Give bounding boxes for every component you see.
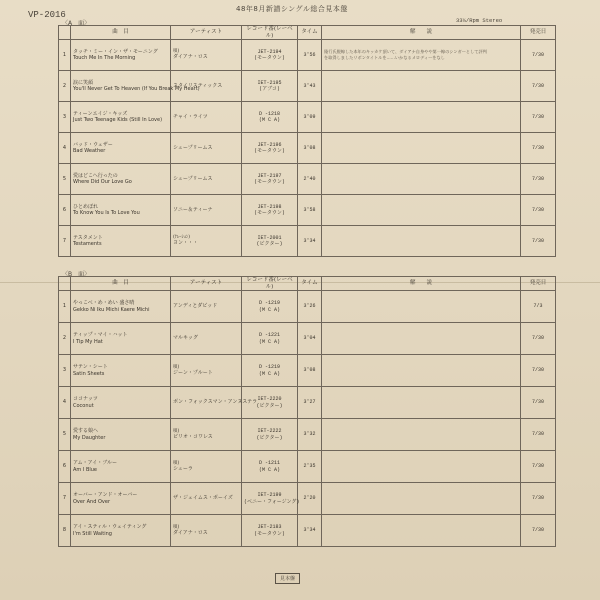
release-date: 7/30 [521, 323, 556, 355]
artist-name: ザ・ジェイムス・ボーイズ [173, 495, 233, 502]
record-number: D -1211 [258, 460, 280, 466]
artist-lead: 唄) [173, 428, 180, 434]
header-desc: 解 説 [322, 26, 521, 40]
table-row [59, 419, 556, 451]
artist-lead: 唄) [173, 49, 180, 55]
table-row [59, 515, 556, 547]
release-date: 7/30 [521, 419, 556, 451]
track-time: 3'26 [298, 291, 322, 323]
record-number: JET-2194 [257, 48, 282, 55]
release-date: 7/30 [521, 71, 556, 102]
release-date: 7/3 [521, 291, 556, 323]
record-cell [242, 451, 298, 483]
track-time: 3'09 [298, 102, 322, 133]
table-header-row [59, 26, 556, 40]
artist-name: ジーン・プルート [173, 369, 213, 376]
release-date: 7/30 [521, 515, 556, 547]
artist-name: シュープリームス [173, 144, 213, 151]
song-title [71, 133, 171, 164]
record-cell [242, 164, 298, 195]
artist-name: アンディとダビッド [173, 303, 218, 310]
record-cell [242, 195, 298, 226]
artist-lead: 唄) [173, 460, 180, 466]
track-time: 3'08 [298, 355, 322, 387]
table-row [59, 195, 556, 226]
row-number: 3 [59, 355, 71, 387]
side-a-label: 〈A 面〉 [62, 20, 91, 27]
artist-cell [171, 419, 242, 451]
track-time: 3'04 [298, 323, 322, 355]
table-row [59, 226, 556, 257]
song-title-en: To Know You Is To Love You [73, 210, 140, 216]
record-cell [242, 291, 298, 323]
row-number: 6 [59, 195, 71, 226]
release-date: 7/30 [521, 102, 556, 133]
artist-name: チャイ・ライツ [173, 113, 208, 120]
table-row [59, 323, 556, 355]
header-title: 曲 目 [71, 26, 171, 40]
row-number: 3 [59, 102, 71, 133]
record-number: IET-2001 [257, 234, 282, 241]
side-a-rows [59, 40, 556, 257]
side-b-label: 〈B 面〉 [62, 271, 91, 278]
description-cell [322, 226, 521, 257]
track-time: 3'56 [298, 40, 322, 71]
row-number: 2 [59, 323, 71, 355]
song-title [71, 323, 171, 355]
artist-name: マルキッグ [173, 335, 198, 342]
description-cell [322, 164, 521, 195]
artist-cell [171, 102, 242, 133]
record-number: IET-2222 [257, 428, 282, 434]
side-b-table [58, 276, 556, 547]
record-number: D -1219 [258, 364, 280, 370]
song-title-en: Just Two Teenage Kids (Still In Love) [73, 117, 163, 123]
artist-cell [171, 387, 258, 419]
release-date: 7/30 [521, 40, 556, 71]
artist-cell [171, 483, 242, 515]
song-title [71, 226, 171, 257]
document-title: 48年8月新譜シングル総合見本盤 [236, 5, 348, 13]
header-record: レコード番(レーベル) [242, 277, 298, 291]
song-title-jp: ティップ・マイ・ハット [73, 332, 128, 338]
record-number: JET-2197 [257, 172, 282, 179]
song-title-jp: やっこべ・め・めい 盛さ晴 [73, 300, 135, 306]
header-release: 発売日 [521, 277, 556, 291]
track-time: 3'08 [298, 133, 322, 164]
header-title: 曲 目 [71, 277, 171, 291]
song-title-en: Bad Weather [73, 148, 106, 154]
record-label: (M C A) [258, 466, 280, 473]
song-title [71, 387, 171, 419]
record-number: JET-2183 [257, 524, 282, 530]
track-time: 3'34 [298, 226, 322, 257]
song-title-jp: タッチ・ミー・イン・ザ・モーニング [73, 48, 158, 55]
side-b-rows [59, 291, 556, 547]
song-title-en: Gekko Ni Iku Michi Kaere Michi [73, 306, 150, 313]
table-row [59, 40, 556, 71]
release-date: 7/30 [521, 164, 556, 195]
record-number: D -1221 [258, 332, 280, 338]
row-number: 5 [59, 164, 71, 195]
song-title-jp: ティーンエイジ・キッズ [73, 110, 128, 117]
song-title [71, 291, 171, 323]
record-cell [242, 133, 298, 164]
song-title [71, 483, 171, 515]
catalog-number: VP-2016 [28, 10, 66, 20]
artist-lead: 唄) [173, 364, 180, 370]
artist-cell [171, 133, 242, 164]
record-label: (モータウン) [254, 55, 285, 61]
release-date: 7/30 [521, 451, 556, 483]
song-title-en: Satin Sheets [73, 370, 105, 377]
artist-lead: (ﾅﾚｰｼｮﾝ) [173, 235, 191, 241]
table-header-row [59, 277, 556, 291]
artist-name: ダイアナ・ロス [173, 54, 208, 61]
song-title-jp: バッド・ウェザー [73, 141, 113, 148]
release-date: 7/30 [521, 133, 556, 164]
header-no [59, 26, 71, 40]
row-number: 5 [59, 419, 71, 451]
table-row [59, 387, 556, 419]
record-label: (モータウン) [254, 210, 285, 216]
song-title-jp: テスタメント [73, 234, 103, 241]
record-cell [242, 323, 298, 355]
song-title [71, 102, 171, 133]
header-artist: アーティスト [171, 26, 242, 40]
description-cell [322, 451, 521, 483]
song-title [71, 515, 171, 547]
record-label: (モータウン) [254, 530, 285, 537]
song-title-en: I'm Still Waiting [73, 530, 112, 537]
description-cell [322, 483, 521, 515]
song-title-en: You'll Never Get To Heaven (If You Break My Heart) [73, 86, 200, 92]
artist-name: ヨン・・・ [173, 240, 199, 247]
record-label: (ベニー・フォージング) [244, 498, 300, 505]
side-a-table [58, 25, 556, 257]
record-cell [242, 40, 298, 71]
song-title-jp: 愛はどこへ行ったの [73, 172, 118, 179]
artist-cell [171, 291, 242, 323]
artist-name: ダイアナ・ロス [173, 529, 208, 536]
artist-cell [171, 71, 242, 102]
song-title-jp: ひとめぼれ [73, 203, 99, 210]
description-line: を取得しましたリボンタイトルを……いかなるメロディーをなし [324, 55, 445, 60]
row-number: 7 [59, 226, 71, 257]
table-row [59, 451, 556, 483]
table-row [59, 71, 556, 102]
track-time: 3'32 [298, 419, 322, 451]
track-time: 3'34 [298, 515, 322, 547]
record-cell [242, 226, 298, 257]
song-title-jp: 涙に笑顔 [73, 79, 94, 86]
table-row [59, 483, 556, 515]
release-date: 7/30 [521, 387, 556, 419]
song-title-en: My Daughter [73, 434, 106, 441]
description-cell [322, 515, 521, 547]
header-release: 発売日 [521, 26, 556, 40]
row-number: 4 [59, 387, 71, 419]
song-title-en: Over And Over [73, 498, 110, 505]
description-cell [322, 323, 521, 355]
artist-cell [171, 451, 242, 483]
artist-name: スタイリスティックス [173, 82, 223, 89]
header-no [59, 277, 71, 291]
row-number: 6 [59, 451, 71, 483]
record-label: (ビクター) [256, 402, 283, 409]
row-number: 1 [59, 40, 71, 71]
row-number: 4 [59, 133, 71, 164]
artist-name: ビリオ・コワレス [173, 433, 213, 440]
release-date: 7/30 [521, 483, 556, 515]
song-title-en: Where Did Our Love Go [73, 179, 132, 185]
artist-name: ソニー＆ティーナ [173, 206, 213, 213]
track-time: 3'27 [298, 387, 322, 419]
song-title-en: Coconut [73, 402, 94, 409]
song-title-en: Am I Blue [73, 466, 98, 473]
song-title-en: Testaments [73, 241, 102, 247]
row-number: 1 [59, 291, 71, 323]
record-number: IET-2199 [257, 492, 282, 498]
record-label: (モータウン) [254, 148, 285, 154]
song-title [71, 451, 171, 483]
artist-cell [171, 226, 242, 257]
record-number: JET-2198 [257, 203, 282, 210]
description-cell [322, 355, 521, 387]
artist-name: シューラ [173, 465, 193, 472]
artist-cell [171, 355, 242, 387]
song-title-jp: ココナッツ [73, 396, 98, 402]
table-row [59, 164, 556, 195]
record-label: (ビクター) [256, 434, 283, 441]
release-date: 7/30 [521, 195, 556, 226]
record-number: D -1218 [258, 110, 280, 117]
record-label: (モータウン) [254, 179, 285, 185]
song-title-jp: サテン・シート [73, 364, 108, 370]
record-number: IET-2195 [257, 79, 282, 86]
song-title [71, 40, 171, 71]
artist-cell [171, 195, 242, 226]
header-record: レコード番(レーベル) [242, 26, 298, 40]
row-number: 7 [59, 483, 71, 515]
release-date: 7/30 [521, 226, 556, 257]
song-title-jp: 愛する娘へ [73, 428, 99, 434]
header-time: タイム [298, 277, 322, 291]
artist-lead: 唄) [173, 524, 180, 530]
record-cell [242, 515, 298, 547]
song-title [71, 164, 171, 195]
record-cell [242, 102, 298, 133]
description-cell [322, 102, 521, 133]
artist-cell [171, 323, 242, 355]
table-row [59, 355, 556, 387]
row-number: 8 [59, 515, 71, 547]
track-time: 2'20 [298, 483, 322, 515]
release-date: 7/30 [521, 355, 556, 387]
track-time: 3'58 [298, 195, 322, 226]
record-number: JET-2196 [257, 141, 282, 148]
description-cell [322, 387, 521, 419]
description-cell [322, 133, 521, 164]
song-title-en: I Tip My Hat [73, 338, 103, 345]
song-title [71, 419, 171, 451]
record-label: (アブコ) [259, 86, 280, 92]
table-row [59, 102, 556, 133]
artist-name: シュープリームス [173, 175, 213, 182]
record-cell [242, 71, 298, 102]
song-title-jp: オーバー・アンド・オーバー [73, 492, 138, 498]
header-desc: 解 説 [322, 277, 521, 291]
song-title-jp: アム・アイ・ブルー [73, 460, 118, 466]
artist-cell [171, 164, 242, 195]
song-title-en: Touch Me In The Morning [73, 55, 136, 61]
record-label: (M C A) [258, 338, 280, 345]
record-label: (M C A) [258, 117, 280, 123]
track-time: 2'40 [298, 164, 322, 195]
record-label: (M C A) [258, 306, 280, 313]
artist-cell [171, 515, 242, 547]
speed-stereo-label: 33⅓/Rpm Stereo [456, 17, 503, 24]
description-cell [322, 71, 521, 102]
table-row [59, 133, 556, 164]
description-cell [322, 40, 521, 71]
description-cell [322, 195, 521, 226]
track-time: 2'35 [298, 451, 322, 483]
description-cell [322, 419, 521, 451]
record-label: (ビクター) [256, 241, 283, 247]
description-line: 隆行氏脱線した本年のキッカケ頂いて、ダイアナ自身やや第一線のシンガーとして評判 [324, 49, 487, 55]
description-cell [322, 291, 521, 323]
song-title-jp: アイ・スティル・ウェイティング [73, 524, 147, 530]
row-number: 2 [59, 71, 71, 102]
record-number: IET-2220 [257, 396, 282, 402]
track-time: 3'43 [298, 71, 322, 102]
record-cell [242, 355, 298, 387]
header-artist: アーティスト [171, 277, 242, 291]
table-row [59, 291, 556, 323]
record-cell [242, 483, 298, 515]
record-cell [242, 419, 298, 451]
artist-name: ボン・フォックスマン・アンヌステラ [173, 399, 258, 406]
record-label: (M C A) [258, 370, 280, 377]
artist-cell [171, 40, 242, 71]
sample-stamp: 見本盤 [275, 573, 300, 584]
header-time: タイム [298, 26, 322, 40]
song-title [71, 195, 171, 226]
record-number: D -1219 [258, 300, 280, 306]
song-title [71, 355, 171, 387]
